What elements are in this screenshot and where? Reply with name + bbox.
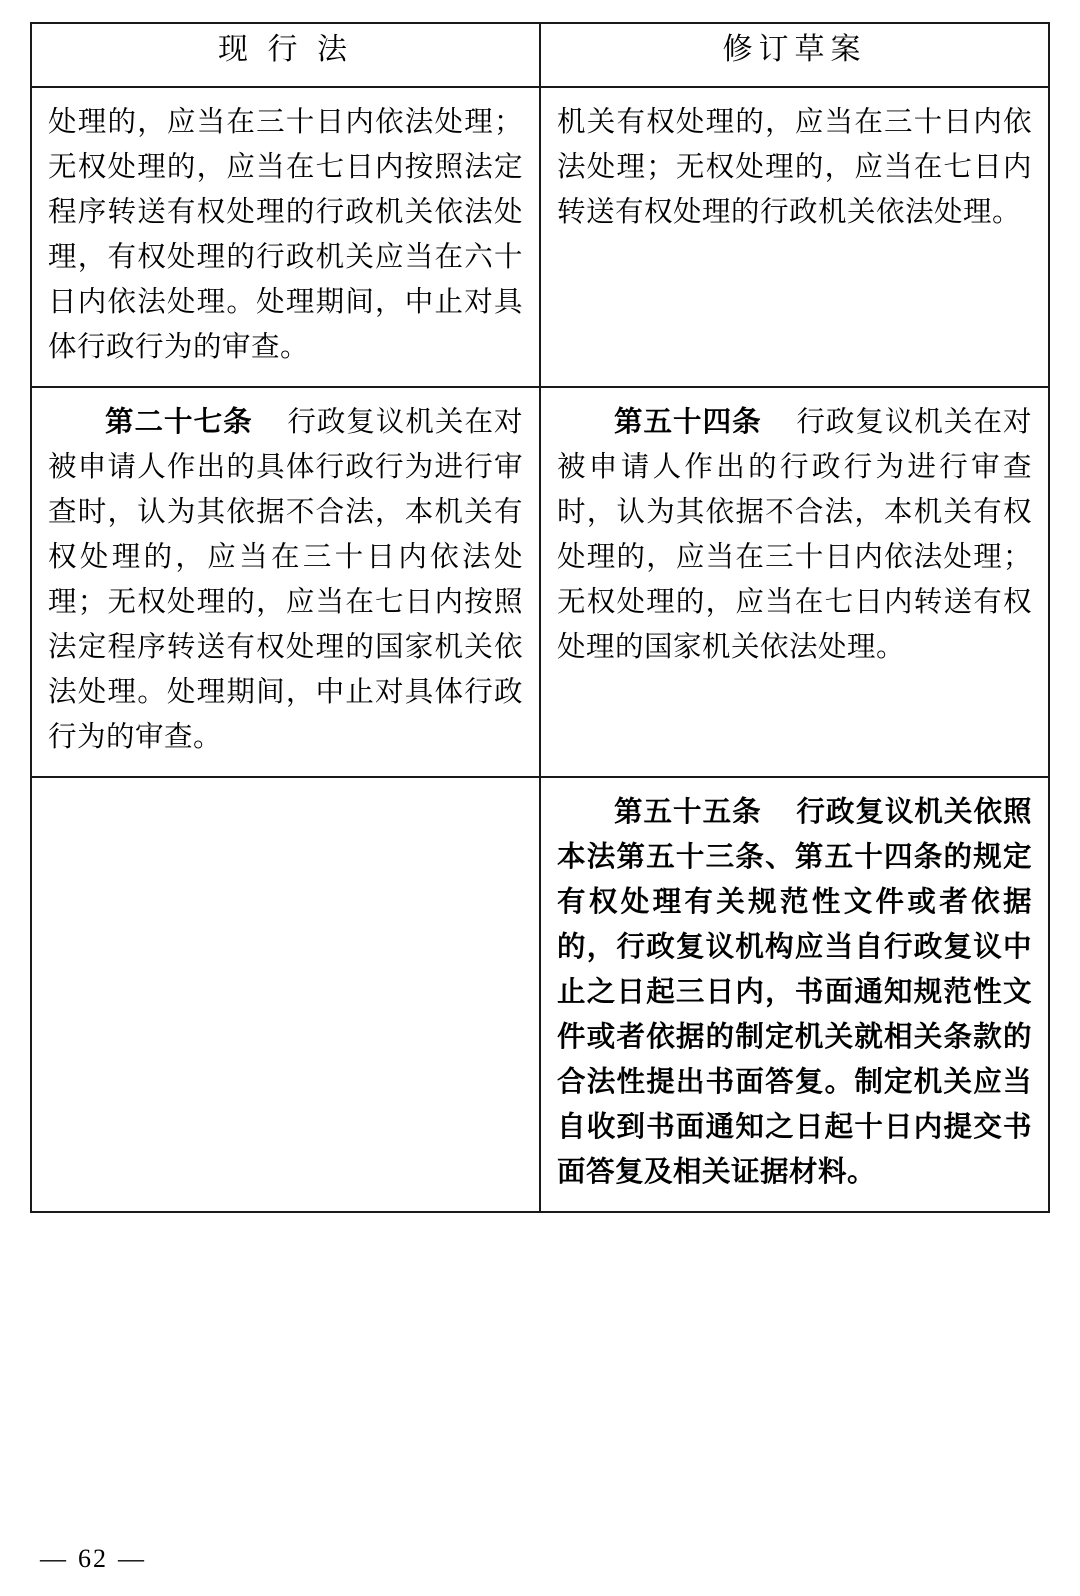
page-footer: [30, 1544, 156, 1574]
paragraph-text: 处理的，应当在三十日内依法处理；无权处理的，应当在七日内按照法定程序转送有权处理的行政机关依法处理，有权处理的行政机关应当在六十日内依法处理。处理期间，中止对具体行政行为的审查。: [48, 107, 523, 364]
table-row: [31, 777, 1049, 1212]
footer-dash-left: —: [40, 1544, 68, 1573]
cell-revision-draft-row3: [540, 777, 1049, 1212]
paragraph-text: 机关有权处理的，应当在三十日内依法处理；无权处理的，应当在七日内转送有权处理的行政机关依法处理。: [557, 107, 1032, 229]
empty-paragraph: [32, 778, 539, 806]
column-header-current-law: 现 行 法: [31, 23, 540, 87]
article-number: 第五十五条: [614, 797, 762, 829]
cell-revision-draft-row2: [540, 387, 1049, 777]
table-row: [31, 387, 1049, 777]
column-header-revision-draft: 修订草案: [540, 23, 1049, 87]
table-row: [31, 87, 1049, 387]
article-text: 行政复议机关在对被申请人作出的行政行为进行审查时，认为其依据不合法，本机关有权处理的，应当在三十日内依法处理；无权处理的，应当在七日内转送有权处理的国家机关依法处理。: [557, 407, 1032, 664]
cell-current-law-row3-empty: [31, 777, 540, 1212]
article-paragraph: [541, 778, 1048, 1211]
table-header-row: [31, 23, 1049, 87]
article-text: 行政复议机关依照本法第五十三条、第五十四条的规定有权处理有关规范性文件或者依据的，行政复议机构应当自行政复议中止之日起三日内，书面通知规范性文件或者依据的制定机关就相关条款的合法性提出书面答复。制定机关应当自收到书面通知之日起十日内提交书面答复及相关证据材料。: [557, 797, 1032, 1189]
article-paragraph: [32, 388, 539, 776]
comparison-table: [30, 22, 1050, 1213]
cell-current-law-row2: [31, 387, 540, 777]
article-paragraph: [541, 388, 1048, 686]
cell-revision-draft-row1: [540, 87, 1049, 387]
footer-dash-right: —: [118, 1544, 146, 1573]
article-text: 行政复议机关在对被申请人作出的具体行政行为进行审查时，认为其依据不合法，本机关有权处理的，应当在三十日内依法处理；无权处理的，应当在七日内按照法定程序转送有权处理的国家机关依法处理。处理期间，中止对具体行政行为的审查。: [48, 407, 523, 754]
article-number: 第五十四条: [614, 407, 762, 439]
article-number: 第二十七条: [105, 407, 253, 439]
page-number: 62: [78, 1544, 108, 1573]
cell-current-law-row1: [31, 87, 540, 387]
